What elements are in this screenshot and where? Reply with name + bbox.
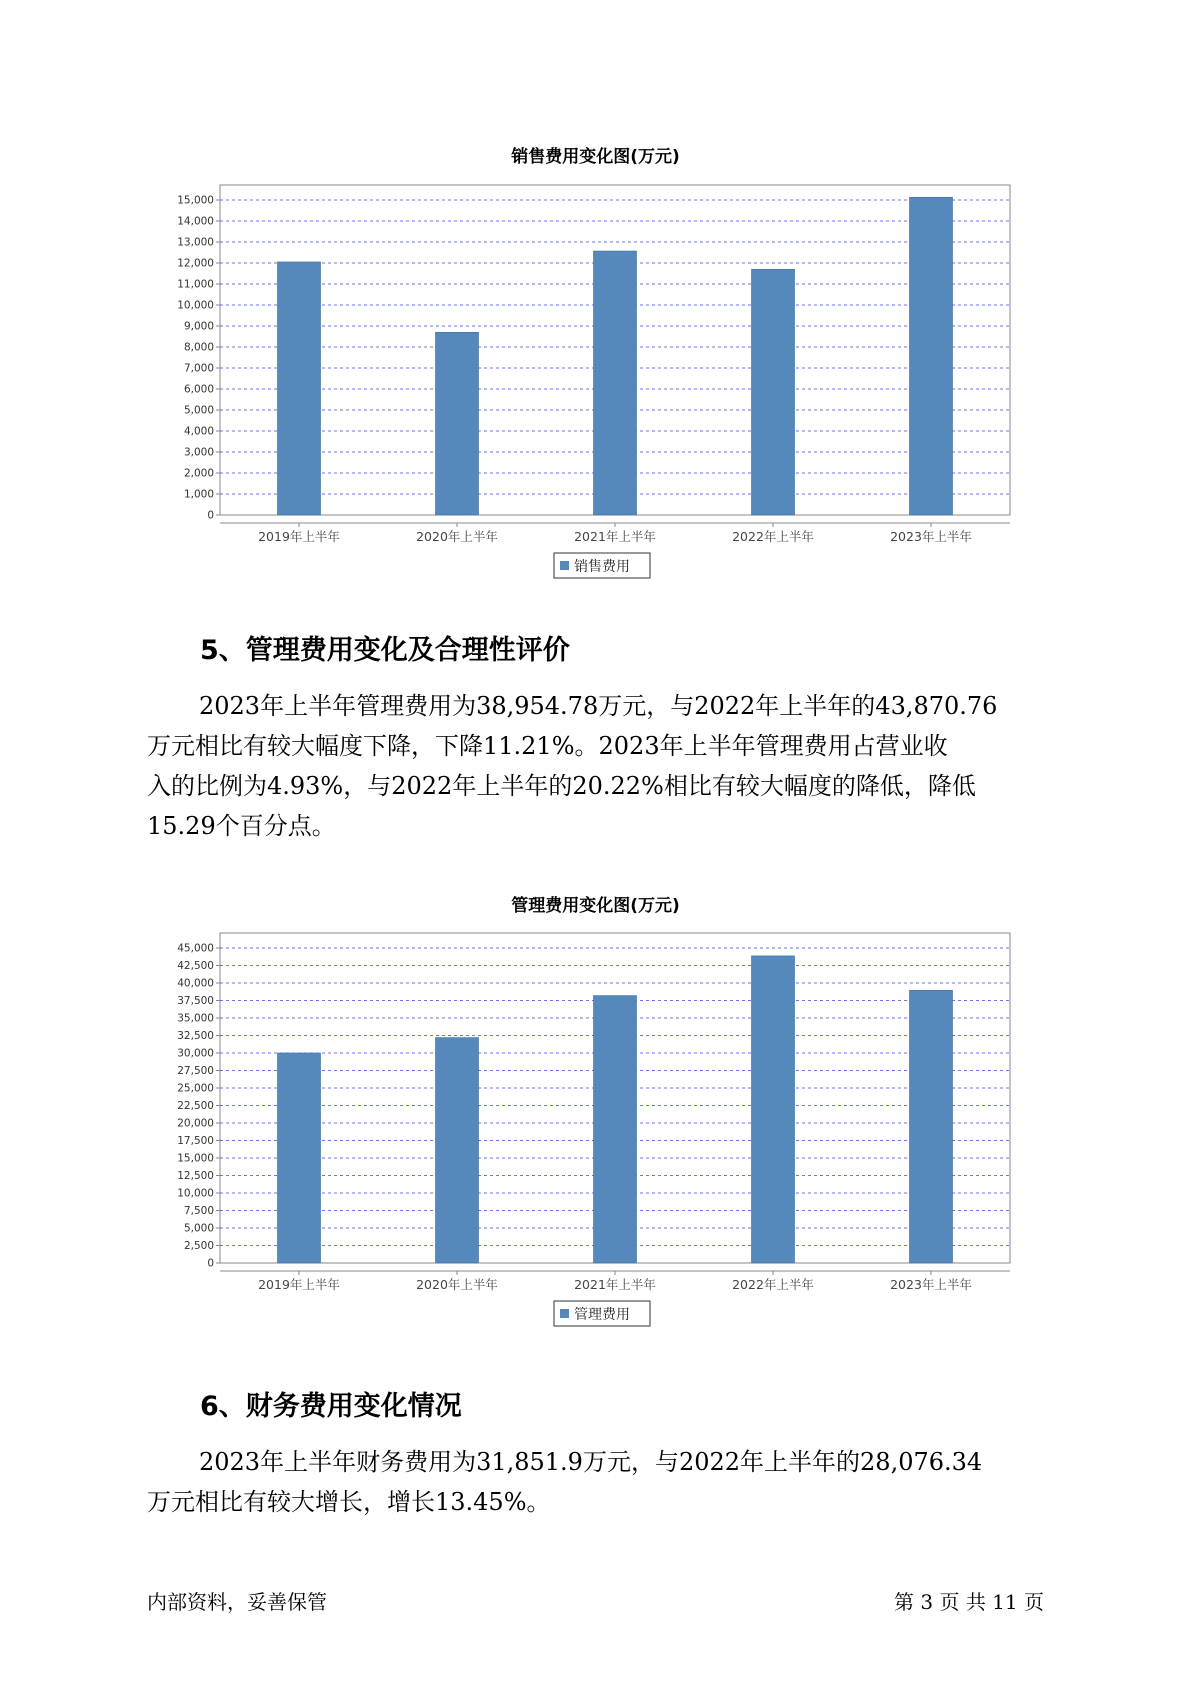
section5-line-1: 2023年上半年管理费用为38,954.78万元，与2022年上半年的43,870.76	[199, 692, 998, 720]
y-tick-label: 0	[207, 1257, 214, 1270]
section5-line-4: 15.29个百分点。	[147, 812, 336, 840]
y-tick-label: 20,000	[177, 1117, 214, 1130]
footer-page-number: 第 3 页 共 11 页	[894, 1590, 1044, 1614]
footer-confidential: 内部资料，妥善保管	[147, 1590, 327, 1614]
y-tick-label: 15,000	[177, 1152, 214, 1165]
bar	[278, 262, 321, 515]
y-tick-label: 14,000	[177, 215, 214, 228]
y-tick-label: 3,000	[183, 446, 214, 459]
y-tick-label: 37,500	[177, 995, 214, 1007]
legend-label: 管理费用	[574, 1307, 630, 1323]
bar	[436, 1038, 479, 1263]
section6-paragraph	[147, 1442, 1077, 1522]
section5-line-3: 入的比例为4.93%，与2022年上半年的20.22%相比有较大幅度的降低，降低	[147, 772, 976, 800]
y-tick-label: 2,500	[183, 1240, 214, 1252]
bar	[594, 996, 637, 1263]
section6-line-2: 万元相比有较大增长，增长13.45%。	[147, 1488, 551, 1516]
y-tick-label: 17,500	[177, 1135, 214, 1147]
x-tick-label: 2021年上半年	[574, 1277, 656, 1292]
x-tick-label: 2023年上半年	[890, 1277, 972, 1292]
y-tick-label: 7,000	[183, 362, 214, 375]
bar	[752, 956, 795, 1263]
sales-expense-chart	[0, 170, 1191, 590]
legend-label: 销售费用	[574, 559, 630, 575]
y-tick-label: 25,000	[177, 1082, 214, 1095]
x-tick-label: 2020年上半年	[416, 1277, 498, 1292]
bar	[436, 332, 479, 515]
section5-paragraph	[147, 686, 1077, 846]
y-tick-label: 12,000	[177, 257, 214, 270]
y-tick-label: 10,000	[177, 1187, 214, 1200]
y-tick-label: 11,000	[177, 278, 214, 291]
x-tick-label: 2021年上半年	[574, 529, 656, 544]
y-tick-label: 22,500	[177, 1100, 214, 1112]
x-tick-label: 2022年上半年	[732, 529, 814, 544]
bar	[278, 1053, 321, 1263]
y-tick-label: 42,500	[177, 960, 214, 972]
section6-heading: 6、财务费用变化情况	[200, 1391, 462, 1422]
x-tick-label: 2020年上半年	[416, 529, 498, 544]
bar	[910, 990, 953, 1263]
y-tick-label: 8,000	[183, 341, 214, 354]
section5-heading: 5、管理费用变化及合理性评价	[200, 635, 570, 666]
y-tick-label: 45,000	[177, 942, 214, 955]
x-tick-label: 2022年上半年	[732, 1277, 814, 1292]
y-tick-label: 40,000	[177, 977, 214, 990]
x-tick-label: 2023年上半年	[890, 529, 972, 544]
section5-line-2: 万元相比有较大幅度下降，下降11.21%。2023年上半年管理费用占营业收	[147, 732, 948, 760]
y-tick-label: 35,000	[177, 1012, 214, 1025]
x-tick-label: 2019年上半年	[258, 529, 340, 544]
y-tick-label: 13,000	[177, 236, 214, 249]
section6-line-1: 2023年上半年财务费用为31,851.9万元，与2022年上半年的28,076.34	[199, 1448, 983, 1476]
y-tick-label: 1,000	[183, 488, 214, 501]
y-tick-label: 12,500	[177, 1170, 214, 1182]
y-tick-label: 27,500	[177, 1065, 214, 1077]
x-tick-label: 2019年上半年	[258, 1277, 340, 1292]
legend-swatch	[560, 561, 569, 570]
admin-expense-chart	[0, 918, 1191, 1338]
y-tick-label: 0	[207, 509, 214, 522]
bar	[910, 197, 953, 515]
legend-swatch	[560, 1309, 569, 1318]
y-tick-label: 9,000	[183, 320, 214, 333]
chart-title-admin: 管理费用变化图(万元)	[511, 896, 680, 916]
chart-title-sales: 销售费用变化图(万元)	[511, 147, 680, 167]
y-tick-label: 6,000	[183, 383, 214, 396]
y-tick-label: 2,000	[183, 467, 214, 480]
y-tick-label: 32,500	[177, 1030, 214, 1042]
y-tick-label: 5,000	[183, 404, 214, 417]
bar	[594, 251, 637, 515]
y-tick-label: 4,000	[183, 425, 214, 438]
y-tick-label: 7,500	[183, 1205, 214, 1217]
y-tick-label: 10,000	[177, 299, 214, 312]
bar	[752, 269, 795, 515]
y-tick-label: 5,000	[183, 1222, 214, 1235]
y-tick-label: 15,000	[177, 194, 214, 207]
y-tick-label: 30,000	[177, 1047, 214, 1060]
